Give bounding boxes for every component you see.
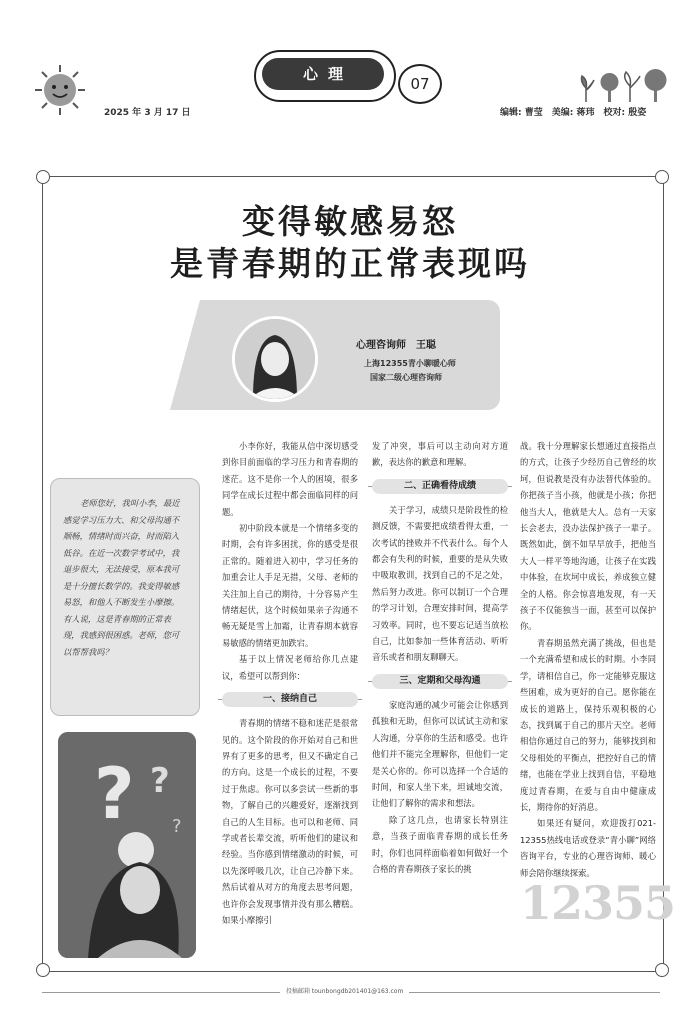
counselor-name: 心理咨询师 王聪 (356, 340, 436, 351)
article-title-line1: 变得敏感易怒 (242, 202, 458, 241)
article-title-line2: 是青春期的正常表现吗 (170, 244, 530, 283)
paragraph: 除了这几点，也请家长特别注意，当孩子面临青春期的成长任务时，你们也同样面临着如何做好一个合格的青春期孩子家长的挑 (372, 814, 508, 874)
section-heading-3: 三、定期和父母沟通 (372, 674, 508, 689)
paragraph: 青春期虽然充满了挑战，但也是一个充满希望和成长的时期。小李同学，请相信自己，你一定能够克服这些困难，成为更好的自己。愿你能在成长的道路上，保持乐观积极的心态，找到属于自己的那片天空。老师相信你通过自己的努力，能够找到和父母相处的平衡点，把控好自己的情绪，也能在学业上找到自信，平稳地度过青春期，在爱与自由中健康成长，期待你的好消息。 (520, 637, 656, 812)
section-title: 心理 (262, 58, 384, 90)
section-heading-1: 一、接纳自己 (222, 692, 358, 707)
paragraph: 基于以上情况老师给你几点建议，希望可以帮到你： (222, 654, 358, 681)
paragraph: 小李你好，我能从信中深切感受到你目前面临的学习压力和青春期的迷茫。这不是你一个人的困境，很多同学在成长过程中都会面临同样的问题。 (222, 441, 358, 517)
paragraph: 发了冲突，事后可以主动向对方道歉，表达你的歉意和理解。 (372, 441, 508, 468)
counselor-photo (232, 316, 318, 402)
paragraph: 战。我十分理解家长想通过直接指点的方式，让孩子少经历自己曾经的坎坷，但说教是没有办法替代体验的。你把孩子当小孩，他就是小孩；你把他当大人，他就是大人。总有一天家长会老去，没办法保护孩子一辈子。既然如此，倒不如早早放手，把他当大人一样平等地沟通，让孩子在实践中体验，在坎坷中成长，养成独立健全的人格。你会惊喜地发现，有一天孩子不仅能独当一面，甚至可以保护你。 (520, 441, 656, 632)
section-badge (254, 50, 396, 102)
frame-corner (36, 170, 50, 184)
page-number: 07 (398, 64, 442, 104)
reader-letter-box (50, 478, 200, 716)
frame-corner (655, 170, 669, 184)
paragraph: 如果还有疑问，欢迎拨打021-12355热线电话或登录“青小聊”网络咨询平台，专业的心理咨询师、暖心师会陪你继续探索。 (520, 818, 656, 878)
counselor-credential-2: 国家二级心理咨询师 (370, 373, 442, 382)
frame-corner (655, 963, 669, 977)
paragraph: 青春期的情绪不稳和迷茫是很常见的。这个阶段的你开始对自己和世界有了更多的思考，但又不确定自己的方向。这是一个成长的过程，不要过于焦虑。你可以多尝试一些新的事物，了解自己的兴趣爱好，逐渐找到自己的人生目标。也可以和老师、同学或者长辈交流，听听他们的建议和经验。当你感到情绪激动的时候，可以先深呼吸几次，让自己冷静下来。然后试着从对方的角度去思考问题，也许你会发现事情并没有那么糟糕。如果小摩擦引 (222, 718, 358, 925)
plants-illustration (580, 66, 670, 102)
paragraph: 初中阶段本就是一个情绪多变的时期，会有许多困扰，你的感受是很正常的。随着进入初中，学习任务的加重会让人手足无措，父母、老师的关注加上自己的期待，十分容易产生情绪起伏，这个时候如果亲子沟通不畅无疑是雪上加霜，让青春期本就容易敏感的情绪更加跌宕。 (222, 523, 358, 648)
reader-letter: 老师您好，我叫小李，最近感觉学习压力大、和父母沟通不顺畅，情绪时而兴奋，时而陷入低谷。在近一次数学考试中，我退步很大，无法接受，原本我可是十分擅长数学的。我变得敏感易怒，和他人不断发生小摩擦。有人说，这是青春期的正常表现，我感到很困惑。老师，您可以帮帮我吗？ (63, 498, 180, 657)
issue-date: 2025 年 3 月 17 日 (104, 108, 191, 118)
hotline-watermark: 12355 (520, 876, 676, 930)
article-column-1 (222, 438, 358, 928)
svg-text:?: ? (172, 816, 182, 837)
svg-text:?: ? (150, 761, 170, 801)
article-column-3 (520, 438, 656, 881)
section-heading-2: 二、正确看待成绩 (372, 479, 508, 494)
paragraph: 关于学习，成绩只是阶段性的检测反馈，不需要把成绩看得太重，一次考试的挫败并不代表什么。每个人都会有失利的时候，重要的是从失败中吸取教训，找到自己的不足之处，然后努力改进。你可以制订一个合理的学习计划，合理安排时间，提高学习效率。同时，也不要忘记适当放松自己，比如参加一些体育活动、听听音乐或者和朋友聊聊天。 (372, 504, 508, 663)
banner-edge (170, 300, 220, 410)
article-column-2 (372, 438, 508, 877)
sun-illustration (34, 64, 86, 116)
frame-corner (36, 963, 50, 977)
girl-question-illustration (58, 732, 196, 958)
svg-text:?: ? (94, 753, 135, 835)
editor-credits: 编辑: 曹莹 美编: 蒋玮 校对: 殷姿 (500, 108, 647, 118)
paragraph: 家庭沟通的减少可能会让你感到孤独和无助，但你可以试试主动和家人沟通，分享你的生活和感受。也许他们并不能完全理解你，但他们一定是关心你的。你可以选择一个合适的时间，和家人坐下来，坦诚地交流，让他们了解你的需求和想法。 (372, 699, 508, 809)
footer-email: 投稿邮箱 tounbongdb201401@163.com (280, 986, 409, 995)
counselor-credential-1: 上海12355青小聊暖心师 (364, 359, 456, 368)
